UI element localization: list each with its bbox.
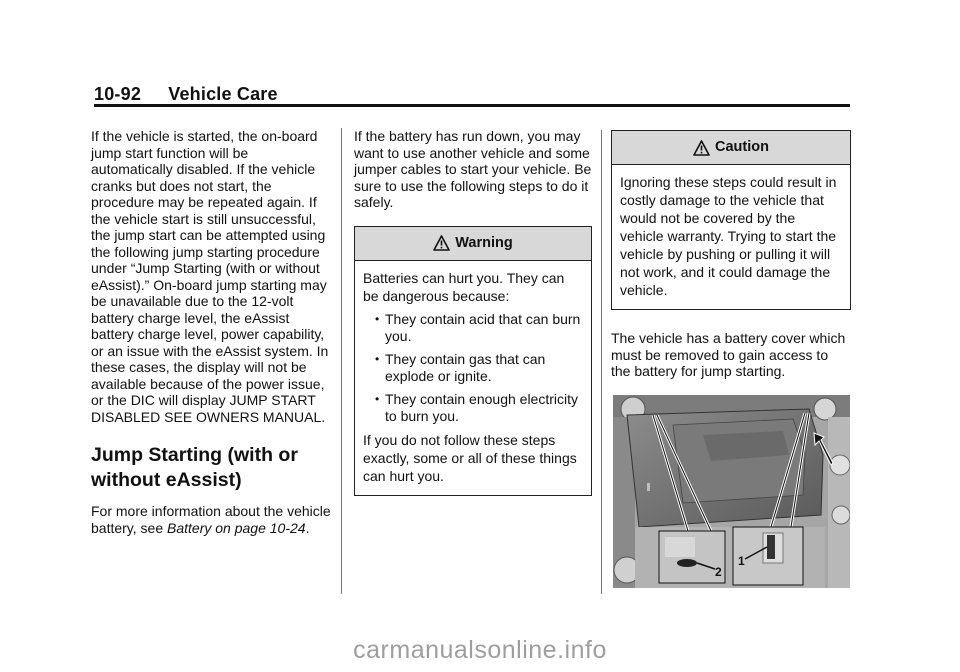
site-watermark: carmanualsonline.info: [353, 636, 607, 664]
header-rule: [94, 104, 850, 107]
caution-body: [612, 165, 850, 309]
section-heading: Jump Starting (with or without eAssist): [91, 444, 298, 491]
warning-header: [355, 227, 591, 261]
page-header: [94, 84, 278, 105]
battery-cover-figure: [613, 395, 850, 588]
battery-cover-paragraph: The vehicle has a battery cover which must be removed to gain access to the battery for jump starting.: [611, 330, 846, 379]
section-title: Vehicle Care: [168, 84, 278, 104]
callout-2: 2: [715, 565, 722, 579]
list-item: • They contain acid that can burn you.: [363, 311, 583, 345]
caution-text: Ignoring these steps could result in costly damage to the vehicle that would not be covered by the vehicle warranty. Trying to start the vehicle by pushing or pulling it will not work, and it could damage the vehicle.: [620, 174, 837, 298]
column-2: [354, 128, 592, 508]
warning-box: [354, 226, 592, 496]
engine-bay-illustration: [613, 395, 850, 588]
column-divider: [601, 130, 602, 594]
warning-lead: Batteries can hurt you. They can be dangerous because:: [363, 269, 565, 304]
reference-paragraph: [91, 503, 331, 536]
list-item: • They contain gas that can explode or ignite.: [363, 351, 583, 385]
caution-title: Caution: [715, 139, 769, 156]
column-divider: [341, 128, 342, 594]
warning-closing: If you do not follow these steps exactly, some or all of these things can hurt you.: [363, 431, 577, 484]
caution-box: [611, 130, 851, 310]
column-3: [611, 130, 851, 380]
column-1: [91, 128, 331, 536]
warning-bullet-list: [363, 311, 583, 425]
caution-header: [612, 131, 850, 165]
body-paragraph: If the vehicle is started, the on-board jump start function will be automatically disabled. If the vehicle cranks but does not start, the procedure may be repeated again. If the vehicle start is still unsuccessful, the jump start can be attempted using the following jump starting procedure under “Jump Starting (with or without eAssist).” On-board jump starting may be unavailable due to the 12-volt battery charge level, the eAssist battery charge level, power capability, or an issue with the eAssist system. In these cases, the display will not be available because of the power issue, or the DIC will display JUMP START DISABLED SEE OWNERS MANUAL.: [91, 128, 329, 425]
list-item: • They contain enough electricity to burn you.: [363, 391, 583, 425]
page-number: 10-92: [94, 84, 142, 104]
caution-icon: [693, 140, 710, 156]
callout-1: 1: [738, 554, 745, 568]
reference-end-text: .: [305, 519, 310, 536]
warning-body: [355, 261, 591, 495]
reference-lead-text: For more information about the vehicle battery, see: [91, 503, 331, 536]
warning-icon: [433, 235, 450, 251]
warning-title: Warning: [455, 234, 513, 251]
battery-reference-link[interactable]: Battery on page 10-24: [167, 519, 306, 536]
intro-paragraph: If the battery has run down, you may want to use another vehicle and some jumper cables to start your vehicle. Be sure to use the following steps to do it safely.: [354, 128, 592, 210]
